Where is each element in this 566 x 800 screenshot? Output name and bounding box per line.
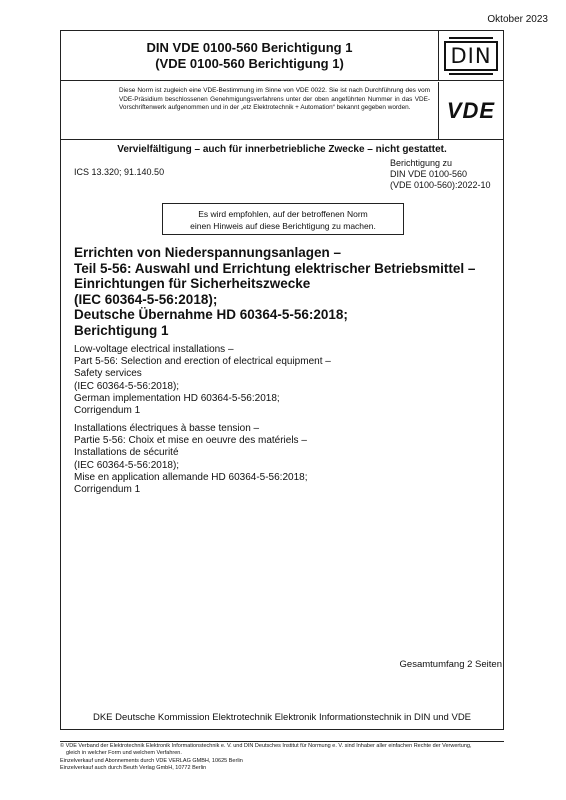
footer-line: gleich in welcher Form und welchem Verfahren. <box>66 750 182 757</box>
title-en-line: Low-voltage electrical installations – <box>74 344 234 355</box>
standard-number: DIN VDE 0100-560 Berichtigung 1 <box>146 39 353 55</box>
notice-line: Es wird empfohlen, auf der betroffenen Norm <box>198 209 368 219</box>
title-de-line: Einrichtungen für Sicherheitszwecke <box>74 276 311 291</box>
vde-logo-box <box>439 82 503 140</box>
title-fr-line: Partie 5-56: Choix et mise en oeuvre des matériels – <box>74 435 307 447</box>
correction-reference <box>390 158 491 191</box>
dke-line: DKE Deutsche Kommission Elektrotechnik Elektronik Informationstechnik in DIN und VDE <box>92 712 472 723</box>
vde-logo: VDE <box>446 97 496 123</box>
footer-line: © VDE Verband der Elektrotechnik Elektronik Informationstechnik e. V. und DIN Deutsches Institut für Normung e. V. sind Inhaber aller einfachen Rechte der Verwertung, <box>60 743 472 749</box>
notice-line: einen Hinweis auf diese Berichtigung zu machen. <box>190 221 376 231</box>
din-logo: DIN <box>444 41 497 71</box>
title-english <box>74 344 494 417</box>
din-logo-box <box>439 31 503 81</box>
title-de-line: (IEC 60364-5-56:2018); <box>74 291 218 307</box>
title-en-line: German implementation HD 60364-5-56:2018; <box>74 392 280 404</box>
title-fr-line: Installations électriques à basse tension – <box>74 423 260 434</box>
notice-box <box>162 203 404 235</box>
reproduction-note: Vervielfältigung – auch für innerbetriebliche Zwecke – nicht gestattet. <box>117 144 447 155</box>
title-en-line: (IEC 60364-5-56:2018); <box>74 380 180 392</box>
footer-divider <box>60 741 504 742</box>
footer-line: Einzelverkauf und Abonnements durch VDE VERLAG GMBH, 10625 Berlin <box>60 757 243 764</box>
standard-title-box <box>61 31 439 81</box>
title-de-line: Teil 5-56: Auswahl und Errichtung elektrischer Betriebsmittel – <box>74 260 476 276</box>
title-en-line: Part 5-56: Selection and erection of electrical equipment – <box>74 356 331 368</box>
title-fr-line: Installations de sécurité <box>74 447 179 459</box>
title-fr-line: Corrigendum 1 <box>74 484 141 496</box>
copyright-footer <box>60 743 560 772</box>
title-de-line: Deutsche Übernahme HD 60364-5-56:2018; <box>74 307 348 322</box>
title-fr-line: (IEC 60364-5-56:2018); <box>74 459 180 471</box>
title-german <box>74 245 494 338</box>
title-fr-line: Mise en application allemande HD 60364-5-56:2018; <box>74 471 308 483</box>
title-french <box>74 423 494 496</box>
vde-statement: Diese Norm ist zugleich eine VDE-Bestimmung im Sinne von VDE 0022. Sie ist nach Durchführung des vom VDE-Präsidium beschlossenen Genehmigungsverfahrens unter der oben angeführten Nummer in das VDE-Vorschriftenwerk aufgenommen und in der „etz Elektrotechnik + Automation“ bekannt gegeben worden. <box>61 82 439 140</box>
standard-number-vde: (VDE 0100-560 Berichtigung 1) <box>155 55 344 71</box>
title-en-line: Safety services <box>74 368 142 380</box>
ics-codes: ICS 13.320; 91.140.50 <box>74 167 165 177</box>
total-pages: Gesamtumfang 2 Seiten <box>399 659 502 670</box>
footer-line: Einzelverkauf auch durch Beuth Verlag GmbH, 10772 Berlin <box>60 764 207 771</box>
title-en-line: Corrigendum 1 <box>74 405 141 417</box>
correction-ref-line: DIN VDE 0100-560 <box>390 169 468 179</box>
title-de-line: Berichtigung 1 <box>74 322 169 338</box>
publication-date: Oktober 2023 <box>487 14 548 25</box>
title-de-line: Errichten von Niederspannungsanlagen – <box>74 245 342 260</box>
correction-ref-line: (VDE 0100-560):2022-10 <box>390 180 491 190</box>
correction-ref-line: Berichtigung zu <box>390 158 453 168</box>
